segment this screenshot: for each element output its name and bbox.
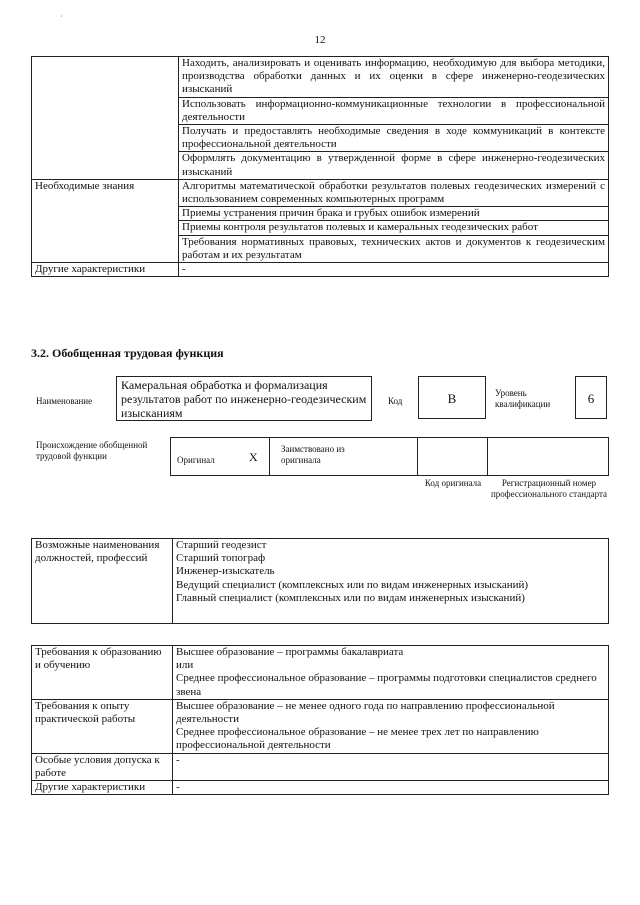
table-cell: Приемы устранения причин брака и грубых ошибок измерений <box>179 207 609 221</box>
requirements-table <box>31 645 609 795</box>
positions-list <box>173 539 609 624</box>
table-label-cell: Другие характеристики <box>32 781 173 795</box>
level-value-box: 6 <box>575 376 607 419</box>
page-number: 12 <box>314 34 326 46</box>
table-label-cell: Возможные наименования должностей, профессий <box>32 539 173 624</box>
list-item: Главный специалист (комплексных или по видам инженерных изысканий) <box>176 591 525 604</box>
table-label-cell: Требования к образованию и обучению <box>32 646 173 700</box>
table-label-cell: Необходимые знания <box>32 179 179 262</box>
table-cell: Получать и предоставлять необходимые сведения в ходе коммуникаций в контексте профессиональной деятельности <box>179 125 609 152</box>
text-line: Среднее профессиональное образование – программы подготовки специалистов среднего звена <box>176 672 597 698</box>
list-item: Инженер-изыскатель <box>176 565 275 578</box>
name-label: Наименование <box>36 396 93 406</box>
table-cell: Требования нормативных правовых, технических актов и документов к геодезическим работам и их результатам <box>179 235 609 262</box>
list-item: Старший геодезист <box>176 539 267 551</box>
table-cell: Использовать информационно-коммуникационные технологии в профессиональной деятельности <box>179 97 609 124</box>
code-label: Код <box>388 396 403 406</box>
table-cell: Находить, анализировать и оценивать информацию, необходимую для выбора методики, производства обработки данных и их оценки в сфере инженерно-геодезических изысканий <box>179 57 609 98</box>
table-cell: - <box>179 263 609 277</box>
table-cell <box>173 646 609 700</box>
list-item: Ведущий специалист (комплексных или по видам инженерных изысканий) <box>176 578 529 591</box>
text-line: Среднее профессиональное образование – не менее трех лет по направлению профессиональной деятельности <box>176 726 539 752</box>
original-mark: X <box>249 450 258 464</box>
function-name-box: Камеральная обработка и формализация результатов работ по инженерно-геодезическим изысканиям <box>116 376 372 421</box>
table-cell: Приемы контроля результатов полевых и камеральных геодезических работ <box>179 221 609 235</box>
skills-knowledge-table <box>31 56 609 277</box>
level-label: Уровень квалификации <box>495 388 551 409</box>
list-item: Старший топограф <box>176 552 266 565</box>
code-value-box: B <box>418 376 486 419</box>
borrowed-label: Заимствовано из оригинала <box>281 444 345 465</box>
reg-number-caption: Регистрационный номер профессионального стандарта <box>490 478 608 499</box>
section-heading: 3.2. Обобщенная трудовая функция <box>31 346 224 360</box>
table-cell <box>173 699 609 753</box>
text-line: или <box>176 659 194 672</box>
table-label-cell: Требования к опыту практической работы <box>32 699 173 753</box>
scan-mark: ˙ <box>60 14 63 24</box>
code-original-caption: Код оригинала <box>424 478 482 488</box>
divider <box>417 438 418 475</box>
positions-table <box>31 538 609 624</box>
divider <box>269 438 270 475</box>
table-cell: Оформлять документацию в утвержденной форме в сфере инженерно-геодезических изысканий <box>179 152 609 179</box>
table-cell: - <box>173 753 609 780</box>
text-line: Высшее образование – не менее одного года по направлению профессиональной деятельности <box>176 699 555 726</box>
divider <box>487 438 488 475</box>
table-label-cell <box>32 57 179 180</box>
origin-box <box>170 437 609 476</box>
table-label-cell: Другие характеристики <box>32 263 179 277</box>
table-cell: Алгоритмы математической обработки результатов полевых геодезических измерений с использованием современных компьютерных программ <box>179 179 609 206</box>
origin-label: Происхождение обобщенной трудовой функции <box>36 440 148 461</box>
table-label-cell: Особые условия допуска к работе <box>32 753 173 780</box>
original-label: Оригинал <box>177 455 215 465</box>
text-line: Высшее образование – программы бакалавриата <box>176 646 404 658</box>
table-cell: - <box>173 781 609 795</box>
